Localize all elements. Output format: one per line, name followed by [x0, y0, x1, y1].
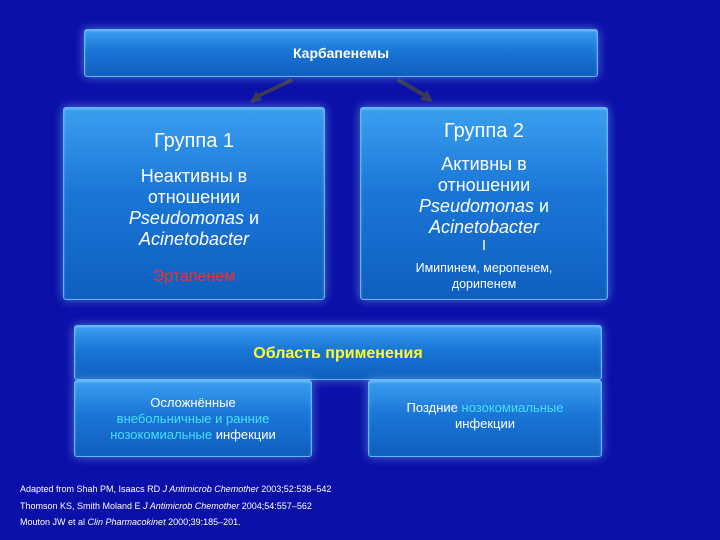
group2-organism2: Acinetobacter: [428, 217, 540, 237]
group2-node: [360, 107, 608, 300]
usage2-line1-highlight: нозокомиальные: [461, 400, 564, 415]
group1-conj: и: [244, 208, 260, 228]
usage1-line3-rest: инфекции: [212, 427, 276, 442]
usage2-text: [369, 381, 601, 432]
reference-1: [20, 481, 710, 498]
reference-3-citation: 2000;39:185–201.: [165, 517, 241, 527]
group1-desc-line4: [64, 229, 324, 250]
group2-drugs-line2: дорипенем: [451, 277, 517, 291]
reference-2: [20, 498, 710, 515]
usage1-line3-highlight: нозокомиальные: [110, 427, 213, 442]
usage1-line2: внебольничные и ранние: [116, 411, 270, 426]
group2-desc-line3: [361, 196, 607, 217]
usage2-node: [368, 380, 602, 457]
arrow-to-group1: [258, 80, 292, 96]
group1-title: Группа 1: [153, 130, 235, 152]
reference-1-journal: J Antimicrob Chemother: [162, 484, 259, 494]
root-label: Карбапенемы: [292, 45, 390, 61]
group2-organism1: Pseudomonas: [418, 196, 534, 216]
group2-description: [361, 154, 607, 238]
group1-desc-line2: отношении: [147, 187, 241, 207]
usage2-line1-plain: Поздние: [406, 400, 462, 415]
reference-3-journal: Clin Pharmacokinet: [87, 517, 166, 527]
group1-drugs: Эртапенем: [152, 268, 236, 285]
scope-node: [74, 325, 602, 380]
usage1-text: [75, 381, 311, 443]
group2-conj: и: [534, 196, 550, 216]
group1-organism2: Acinetobacter: [138, 229, 250, 249]
usage1-line1: Осложнённые: [150, 395, 236, 410]
group2-desc-line1: Активны в: [441, 154, 527, 174]
reference-1-authors: Adapted from Shah PM, Isaacs RD: [20, 484, 163, 494]
reference-2-authors: Thomson KS, Smith Moland E: [20, 500, 144, 511]
usage2-line1: [369, 400, 601, 416]
usage1-node: [74, 380, 312, 457]
group1-desc-line1: Неактивны в: [140, 166, 248, 186]
group1-desc-line3: [64, 208, 324, 229]
group2-desc-line2: отношении: [437, 175, 531, 195]
group1-organism1: Pseudomonas: [128, 208, 244, 228]
group2-drugs: [361, 260, 607, 292]
reference-3-authors: Mouton JW et al: [20, 517, 88, 527]
group2-desc-line4: [361, 217, 607, 238]
root-node-carbapenems: [84, 29, 598, 77]
arrow-to-group2: [398, 80, 424, 95]
group2-title: Группа 2: [443, 120, 525, 142]
usage2-line2: инфекции: [454, 416, 516, 431]
usage1-line3: [75, 427, 311, 443]
reference-3: [20, 514, 710, 531]
group2-marker: I: [481, 237, 487, 254]
reference-1-citation: 2003;52:538–542: [258, 484, 332, 494]
group1-node: [63, 107, 325, 300]
group1-description: [64, 166, 324, 250]
references: [20, 481, 710, 531]
group2-drugs-line1: Имипинем, меропенем,: [415, 261, 553, 275]
reference-2-citation: 2004;54:557–562: [239, 500, 312, 511]
reference-2-journal: J Antimicrob Chemother: [143, 500, 240, 511]
scope-label: Область применения: [253, 345, 423, 362]
